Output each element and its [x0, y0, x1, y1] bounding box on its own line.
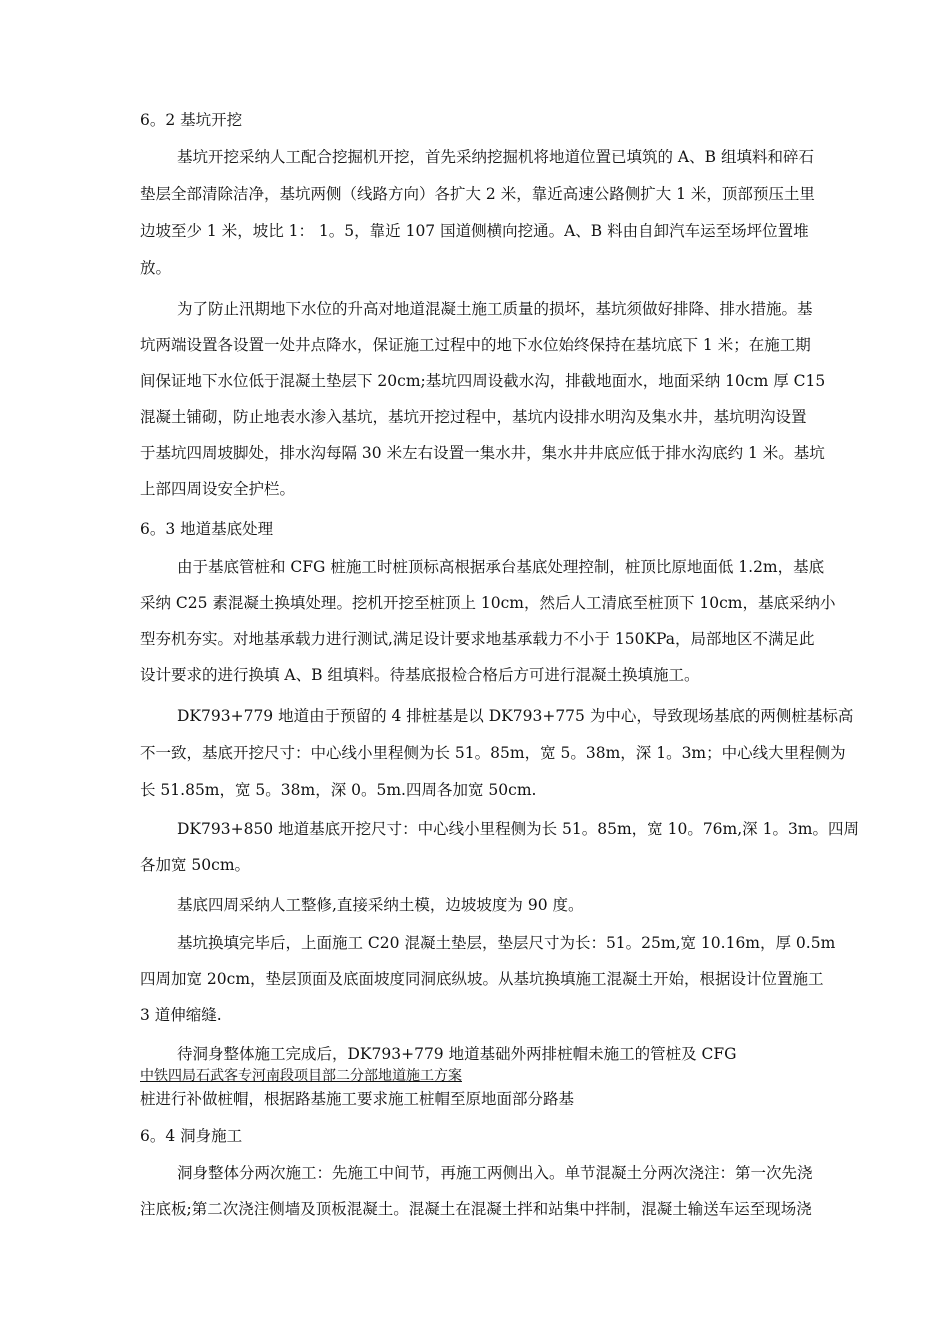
paragraph-line: 各加宽 50cm。: [140, 856, 251, 874]
paragraph-line: 设计要求的进行换填 A、B 组填料。待基底报检合格后方可进行混凝土换填施工。: [140, 666, 700, 684]
paragraph-line: 基坑换填完毕后，上面施工 C20 混凝土垫层，垫层尺寸为长：51。25m,宽 10.16m，厚 0.5m: [177, 934, 836, 952]
paragraph-line: 上部四周设安全护栏。: [140, 480, 296, 498]
paragraph-line: 桩进行补做桩帽，根据路基施工要求施工桩帽至原地面部分路基: [140, 1090, 575, 1108]
section-heading-6-3: 6。3 地道基底处理: [140, 520, 274, 538]
paragraph-line: 垫层全部清除洁净，基坑两侧（线路方向）各扩大 2 米，靠近高速公路侧扩大 1 米，顶部预压土里: [140, 185, 815, 203]
paragraph-line: 坑两端设置各设置一处井点降水，保证施工过程中的地下水位始终保持在基坑底下 1 米；在施工期: [140, 336, 811, 354]
paragraph-line: 不一致，基底开挖尺寸：中心线小里程侧为长 51。85m，宽 5。38m，深 1。3m；中心线大里程侧为: [140, 744, 846, 762]
paragraph-line: 四周加宽 20cm，垫层顶面及底面坡度同洞底纵坡。从基坑换填施工混凝土开始，根据设计位置施工: [140, 970, 824, 988]
section-heading-6-2: 6。2 基坑开挖: [140, 111, 243, 129]
paragraph-line: 由于基底管桩和 CFG 桩施工时桩顶标高根据承台基底处理控制，桩顶比原地面低 1.2m，基底: [177, 558, 825, 576]
paragraph-line: DK793+779 地道由于预留的 4 排桩基是以 DK793+775 为中心，导致现场基底的两侧桩基标高: [177, 707, 854, 725]
paragraph-line: DK793+850 地道基底开挖尺寸：中心线小里程侧为长 51。85m，宽 10。76m,深 1。3m。四周: [177, 820, 860, 838]
paragraph-line: 长 51.85m，宽 5。38m，深 0。5m.四周各加宽 50cm.: [140, 781, 537, 799]
paragraph-line: 基底四周采纳人工整修,直接采纳土模，边坡坡度为 90 度。: [177, 896, 584, 914]
paragraph-line: 放。: [140, 259, 172, 277]
paragraph-line: 型夯机夯实。对地基承载力进行测试,满足设计要求地基承载力不小于 150KPa，局部地区不满足此: [140, 630, 815, 648]
page-footer: 中铁四局石武客专河南段项目部二分部地道施工方案: [140, 1068, 462, 1084]
section-heading-6-4: 6。4 洞身施工: [140, 1127, 243, 1145]
paragraph-line: 于基坑四周坡脚处，排水沟每隔 30 米左右设置一集水井，集水井井底应低于排水沟底约 1 米。基坑: [140, 444, 825, 462]
paragraph-line: 采纳 C25 素混凝土换填处理。挖机开挖至桩顶上 10cm，然后人工清底至桩顶下 10cm，基底采纳小: [140, 594, 836, 612]
paragraph-line: 待洞身整体施工完成后，DK793+779 地道基础外两排桩帽未施工的管桩及 CFG: [177, 1045, 737, 1063]
paragraph-line: 为了防止汛期地下水位的升高对地道混凝土施工质量的损坏，基坑须做好排降、排水措施。基: [177, 300, 813, 318]
paragraph-line: 基坑开挖采纳人工配合挖掘机开挖，首先采纳挖掘机将地道位置已填筑的 A、B 组填料和碎石: [177, 148, 814, 166]
paragraph-line: 间保证地下水位低于混凝土垫层下 20cm;基坑四周设截水沟，排截地面水，地面采纳 10cm 厚 C15: [140, 372, 826, 390]
paragraph-line: 3 道伸缩缝.: [140, 1006, 222, 1024]
paragraph-line: 注底板;第二次浇注侧墙及顶板混凝土。混凝土在混凝土拌和站集中拌制，混凝土输送车运至现场浇: [140, 1200, 812, 1218]
paragraph-line: 边坡至少 1 米，坡比 1： 1。5，靠近 107 国道侧横向挖通。A、B 料由自卸汽车运至场坪位置堆: [140, 222, 809, 240]
paragraph-line: 洞身整体分两次施工：先施工中间节，再施工两侧出入。单节混凝土分两次浇注：第一次先浇: [177, 1164, 813, 1182]
paragraph-line: 混凝土铺砌，防止地表水渗入基坑，基坑开挖过程中，基坑内设排水明沟及集水井，基坑明沟设置: [140, 408, 807, 426]
